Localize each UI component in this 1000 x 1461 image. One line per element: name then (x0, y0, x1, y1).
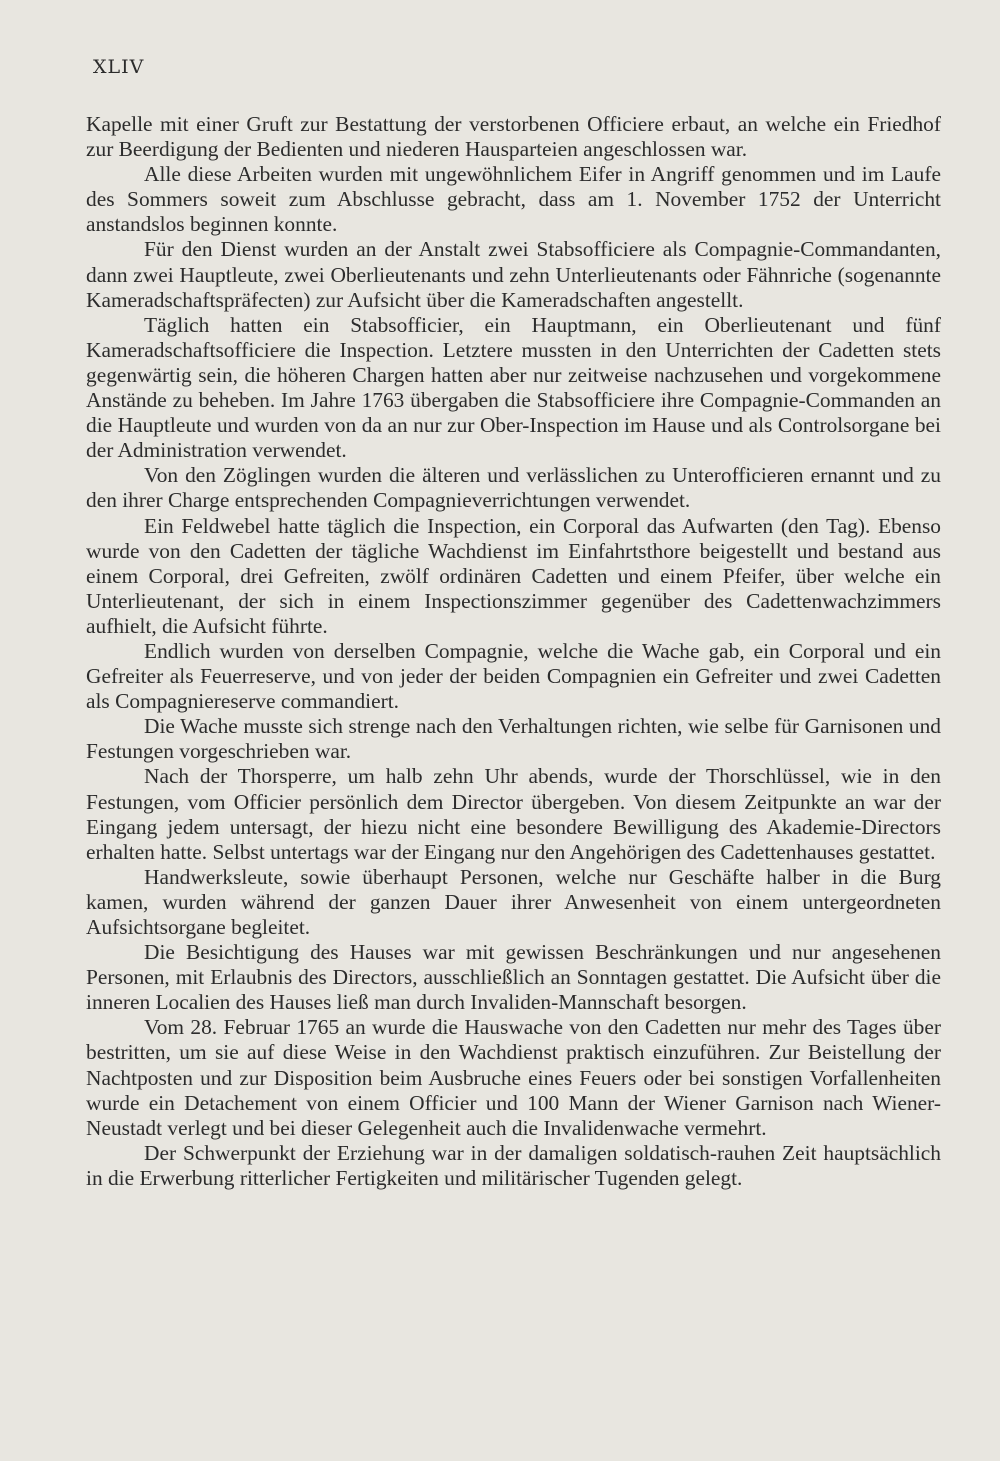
paragraph: Ein Feldwebel hatte täglich die Inspection, ein Corporal das Aufwarten (den Tag). Ebenso wurde von den Cadetten der tägliche Wachdienst im Einfahrtsthore beigestellt und bestand aus einem Corporal, drei Gefreiten, zwölf ordinären Cadetten und einem Pfeifer, über welche ein Unterlieutenant, der sich in einem Inspectionszimmer gegenüber des Cadettenwachzimmers aufhielt, die Aufsicht führte. (86, 513, 941, 638)
paragraph: Endlich wurden von derselben Compagnie, welche die Wache gab, ein Corporal und ein Gefreiter als Feuerreserve, und von jeder der beiden Compagnien ein Gefreiter und zwei Cadetten als Compagniereserve commandiert. (86, 638, 941, 714)
paragraph: Die Besichtigung des Hauses war mit gewissen Beschränkungen und nur angesehenen Personen, mit Erlaubnis des Directors, ausschließlich an Sonntagen gestattet. Die Aufsicht über die inneren Localien des Hauses ließ man durch Invaliden-Mannschaft besorgen. (86, 940, 941, 1015)
paragraph: Für den Dienst wurden an der Anstalt zwei Stabsofficiere als Compagnie-Commandanten, dann zwei Hauptleute, zwei Oberlieutenants und zehn Unterlieutenants oder Fähnriche (sogenannte Kameradschaftspräfecten) zur Aufsicht über die Kameradschaften angestellt. (86, 237, 941, 312)
paragraph: Von den Zöglingen wurden die älteren und verlässlichen zu Unterofficieren ernannt und zu den ihrer Charge entsprechenden Compagnieverrichtungen verwendet. (86, 463, 941, 513)
paragraph: Nach der Thorsperre, um halb zehn Uhr abends, wurde der Thorschlüssel, wie in den Festungen, vom Officier persönlich dem Director übergeben. Von diesem Zeitpunkte an war der Eingang jedem untersagt, der hiezu nicht eine besondere Bewilligung des Akademie-Directors erhalten hatte. Selbst untertags war der Eingang nur den Angehörigen des Cadettenhauses gestattet. (86, 764, 941, 864)
paragraph: Die Wache musste sich strenge nach den Verhaltungen richten, wie selbe für Garnisonen und Festungen vorgeschrieben war. (86, 714, 941, 764)
paragraph: Alle diese Arbeiten wurden mit ungewöhnlichem Eifer in Angriff genommen und im Laufe des Sommers soweit zum Abschlusse gebracht, dass am 1. November 1752 der Unterricht anstandslos beginnen konnte. (86, 162, 941, 237)
page-number: XLIV (93, 56, 145, 78)
paragraph: Der Schwerpunkt der Erziehung war in der damaligen soldatisch-rauhen Zeit hauptsächlich in die Erwerbung ritterlicher Fertigkeiten und militärischer Tugenden gelegt. (86, 1140, 941, 1190)
body-text (86, 112, 941, 1191)
paragraph: Täglich hatten ein Stabsofficier, ein Hauptmann, ein Oberlieutenant und fünf Kameradschaftsofficiere die Inspection. Letztere mussten in den Unterrichten der Cadetten stets gegenwärtig sein, die höheren Chargen hatten aber nur zeitweise nachzusehen und vorgekommene Anstände zu beheben. Im Jahre 1763 übergaben die Stabsofficiere ihre Compagnie-Commanden an die Hauptleute und wurden von da an nur zur Ober-Inspection im Hause und als Controlsorgane bei der Administration verwendet. (86, 312, 941, 463)
paragraph: Kapelle mit einer Gruft zur Bestattung der verstorbenen Officiere erbaut, an welche ein Friedhof zur Beerdigung der Bedienten und niederen Hausparteien angeschlossen war. (86, 112, 941, 162)
paragraph: Vom 28. Februar 1765 an wurde die Hauswache von den Cadetten nur mehr des Tages über bestritten, um sie auf diese Weise in den Wachdienst praktisch einzuführen. Zur Beistellung der Nachtposten und zur Disposition beim Ausbruche eines Feuers oder bei sonstigen Vorfallenheiten wurde ein Detachement von einem Officier und 100 Mann der Wiener Garnison nach Wiener-Neustadt verlegt und bei dieser Gelegenheit auch die Invalidenwache vermehrt. (86, 1015, 941, 1140)
paragraph: Handwerksleute, sowie überhaupt Personen, welche nur Geschäfte halber in die Burg kamen, wurden während der ganzen Dauer ihrer Anwesenheit von einem untergeordneten Aufsichtsorgane begleitet. (86, 864, 941, 939)
